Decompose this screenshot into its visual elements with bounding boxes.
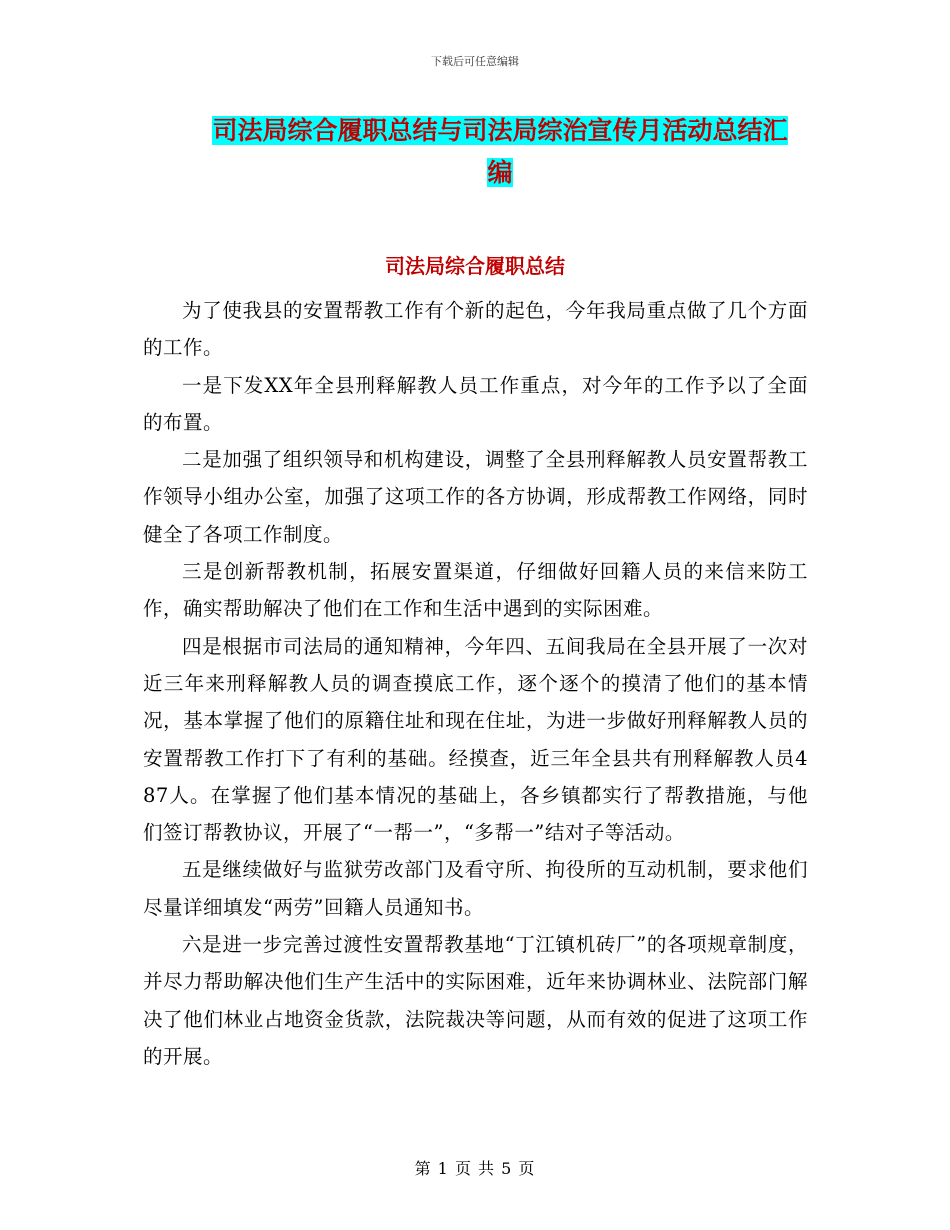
paragraph-intro: 为了使我县的安置帮教工作有个新的起色，今年我局重点做了几个方面的工作。 bbox=[143, 299, 808, 360]
section-title: 司法局综合履职总结 bbox=[385, 254, 565, 278]
paragraph-item-2: 二是加强了组织领导和机构建设，调整了全县刑释解教人员安置帮教工作领导小组办公室，加强了这项工作的各方协调，形成帮教工作网络，同时健全了各项工作制度。 bbox=[143, 448, 808, 546]
document-title bbox=[190, 110, 810, 194]
paragraph-item-3: 三是创新帮教机制，拓展安置渠道，仔细做好回籍人员的来信来防工作，确实帮助解决了他们在工作和生活中遇到的实际困难。 bbox=[143, 560, 808, 621]
paragraph-item-1: 一是下发XX年全县刑释解教人员工作重点，对今年的工作予以了全面的布置。 bbox=[143, 373, 808, 434]
document-title-line-1: 司法局综合履职总结与司法局综治宣传月活动总结汇 bbox=[212, 116, 788, 145]
document-title-line-2: 编 bbox=[487, 158, 513, 187]
header-note: 下载后可任意编辑 bbox=[431, 55, 519, 68]
paragraph-item-5: 五是继续做好与监狱劳改部门及看守所、拘役所的互动机制，要求他们尽量详细填发“两劳”回籍人员通知书。 bbox=[143, 858, 808, 919]
body-text bbox=[143, 292, 808, 1075]
page-footer: 第 1 页 共 5 页 bbox=[414, 1159, 536, 1178]
paragraph-item-6: 六是进一步完善过渡性安置帮教基地“丁江镇机砖厂”的各项规章制度，并尽力帮助解决他们生产生活中的实际困难，近年来协调林业、法院部门解决了他们林业占地资金货款，法院裁决等问题，从而有效的促进了这项工作的开展。 bbox=[143, 933, 808, 1068]
paragraph-item-4: 四是根据市司法局的通知精神，今年四、五间我局在全县开展了一次对近三年来刑释解教人员的调查摸底工作，逐个逐个的摸清了他们的基本情况，基本掌握了他们的原籍住址和现在住址，为进一步做好刑释解教人员的安置帮教工作打下了有利的基础。经摸查，近三年全县共有刑释解教人员487人。在掌握了他们基本情况的基础上，各乡镇都实行了帮教措施，与他们签订帮教协议，开展了“一帮一”，“多帮一”结对子等活动。 bbox=[143, 634, 808, 845]
